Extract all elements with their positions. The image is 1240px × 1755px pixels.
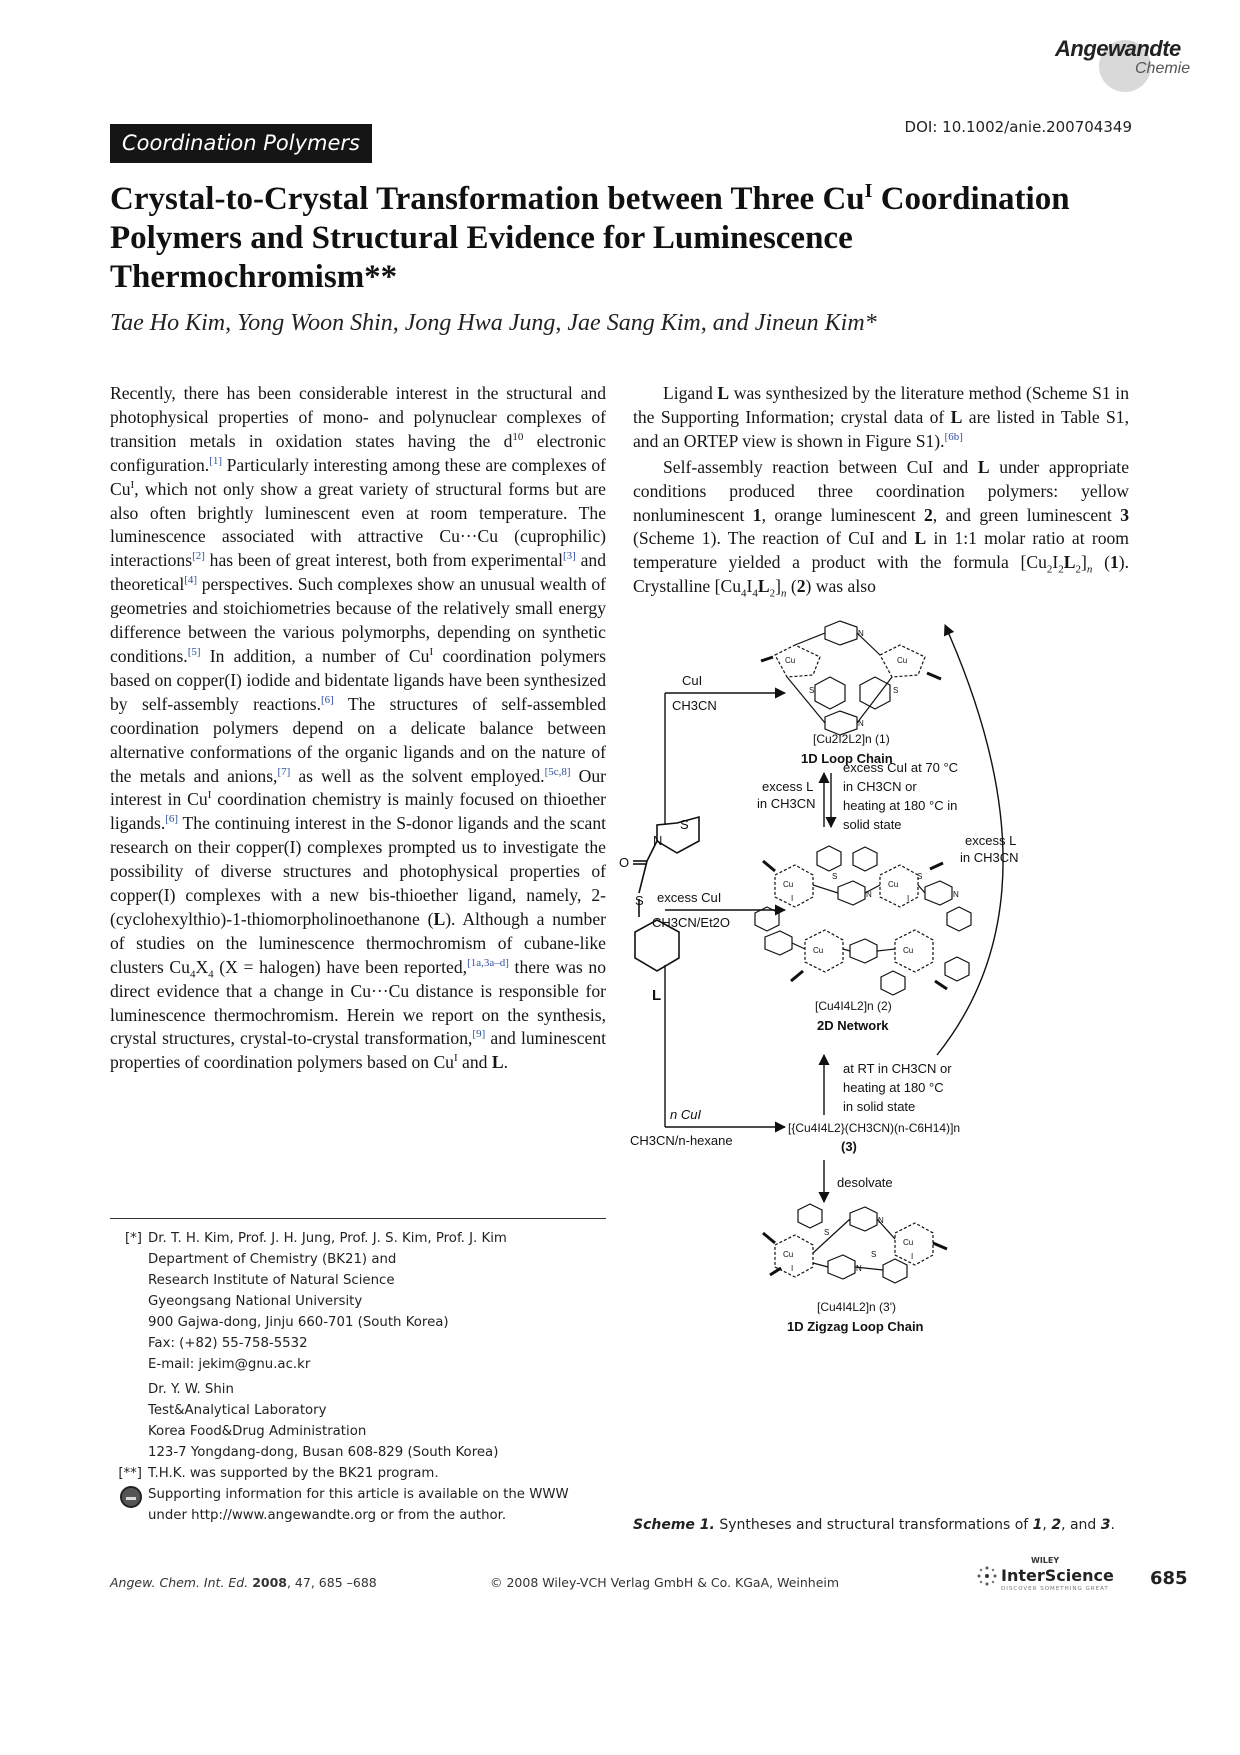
atom-cu: Cu — [903, 946, 914, 955]
footer-journal-year: 2008 — [252, 1575, 287, 1590]
atom-n: N — [858, 719, 864, 728]
product-2-structure — [755, 846, 971, 995]
atom-cu: Cu — [888, 880, 899, 889]
thiomorpholine-ring — [850, 939, 877, 963]
cyclohexyl-ring — [853, 847, 877, 871]
footnote-line: Fax: (+82) 55-758-5532 — [148, 1336, 308, 1351]
arrow-label: heating at 180 °C in — [843, 798, 958, 813]
thiomorpholine-ring — [765, 931, 792, 955]
atom-s: S — [809, 686, 815, 695]
atom-cu: Cu — [813, 946, 824, 955]
ligand-label: L — [652, 987, 662, 1004]
arrow-label: in CH3CN — [960, 850, 1019, 865]
atom-i: I — [791, 1264, 794, 1273]
thiomorpholine-ring — [850, 1207, 877, 1231]
footnote-mark: [**] — [118, 1466, 142, 1481]
atom-cu: Cu — [903, 1238, 914, 1247]
footnote-mark: [*] — [124, 1231, 142, 1246]
cu-cluster — [895, 930, 933, 972]
thiomorpholine-ring — [825, 621, 857, 645]
atom-i: I — [911, 1252, 914, 1261]
atom-n: N — [856, 1264, 862, 1273]
title-post: Coordination Polymers and Structural Evidence for Luminescence Thermochromism** — [110, 181, 1070, 295]
arrow-label: in solid state — [843, 1099, 916, 1114]
footnote-line: 900 Gajwa-dong, Jinju 660-701 (South Korea) — [148, 1315, 449, 1330]
article-title — [110, 180, 1140, 297]
atom-cu: Cu — [783, 880, 794, 889]
atom-s: S — [824, 1228, 830, 1237]
atom-s: S — [871, 1250, 877, 1259]
doi: DOI: 10.1002/anie.200704349 — [904, 118, 1132, 136]
atom-s: S — [893, 686, 899, 695]
scheme-caption-label: Scheme 1. — [633, 1517, 715, 1533]
condition-text: CuI — [682, 673, 703, 688]
condition-text: n CuI — [670, 1107, 702, 1122]
cyclohexyl-ring — [947, 907, 971, 931]
atom-cu: Cu — [897, 656, 908, 665]
cyclohexyl-ring — [883, 1259, 907, 1283]
title-pre: Crystal-to-Crystal Transformation between Three Cu — [110, 181, 865, 217]
atom-n: N — [866, 890, 872, 899]
footnote-supporting-info — [110, 1484, 620, 1526]
product-2-formula: [Cu4I4L2]n (2) — [815, 999, 892, 1013]
ligand-atom-s: S — [680, 817, 689, 832]
footnote-affiliation-2 — [110, 1379, 620, 1463]
atom-cu: Cu — [785, 656, 796, 665]
body-column-left — [110, 382, 606, 1075]
footnote-line: Gyeongsang National University — [148, 1294, 363, 1309]
atom-s: S — [832, 872, 838, 881]
scheme-1-figure — [619, 629, 1140, 1515]
scheme-caption-n3: 3 — [1100, 1517, 1111, 1533]
cyclohexyl-ring — [817, 846, 841, 871]
cyclohexyl-ring — [815, 677, 845, 709]
supporting-info-icon — [120, 1486, 142, 1508]
bond — [639, 861, 647, 893]
product-1-structure — [761, 621, 941, 735]
footer-citation — [110, 1575, 377, 1590]
atom-s: S — [917, 872, 923, 881]
product-2-name: 2D Network — [817, 1018, 889, 1033]
page-number: 685 — [1150, 1568, 1188, 1589]
atom-i: I — [907, 894, 910, 903]
condition-text: CH3CN — [672, 698, 717, 713]
cu-cluster — [775, 645, 820, 677]
thiomorpholine-ring — [828, 1255, 855, 1279]
scheme-caption — [633, 1517, 1143, 1533]
cu-cluster — [895, 1223, 933, 1265]
product-3prime-formula: [Cu4I4L2]n (3') — [817, 1300, 897, 1314]
product-1-name: 1D Loop Chain — [801, 751, 893, 766]
product-3-number: (3) — [841, 1139, 857, 1154]
footnote-line: 123-7 Yongdang-dong, Busan 608-829 (South Korea) — [148, 1445, 499, 1460]
interscience-dots-icon — [975, 1564, 999, 1588]
cu-cluster — [775, 1235, 813, 1277]
cu-cluster — [775, 865, 813, 907]
condition-text: CH3CN/Et2O — [652, 915, 731, 930]
footnote-funding-text: T.H.K. was supported by the BK21 program. — [148, 1466, 439, 1481]
ligand-atom-o: O — [619, 855, 630, 870]
footnote-rule — [110, 1218, 606, 1219]
scheme-caption-sep: , — [1042, 1517, 1047, 1533]
footer-journal-name: Angew. Chem. Int. Ed. — [110, 1575, 249, 1590]
footnote-email[interactable]: E-mail: jekim@gnu.ac.kr — [148, 1357, 311, 1372]
footnote-line: Korea Food&Drug Administration — [148, 1424, 367, 1439]
arrow-label: excess L — [965, 833, 1017, 848]
footer-copyright: © 2008 Wiley-VCH Verlag GmbH & Co. KGaA, Weinheim — [490, 1575, 840, 1590]
cyclohexyl-ring — [881, 971, 905, 995]
title-sup: I — [864, 180, 873, 202]
atom-cu: Cu — [783, 1250, 794, 1259]
logo-sub: Chemie — [1135, 60, 1191, 77]
condition-text: CH3CN/n-hexane — [630, 1133, 733, 1148]
section-tag: Coordination Polymers — [110, 124, 372, 163]
footnote-affiliation-1 — [110, 1228, 620, 1375]
arrow-label: excess L — [762, 779, 814, 794]
footnote-line: Dr. T. H. Kim, Prof. J. H. Jung, Prof. J. S. Kim, Prof. J. Kim — [148, 1231, 507, 1246]
interscience-logo[interactable] — [975, 1556, 1145, 1596]
condition-text: excess CuI — [657, 890, 722, 905]
cyclohexyl-ring — [860, 677, 890, 709]
arrow-label: excess CuI at 70 °C — [843, 760, 959, 775]
footnote-line: Test&Analytical Laboratory — [148, 1403, 327, 1418]
scheme-caption-n2: 2 — [1051, 1517, 1062, 1533]
footnotes — [110, 1228, 620, 1526]
journal-logo — [1035, 34, 1215, 94]
product-3prime-name: 1D Zigzag Loop Chain — [787, 1319, 924, 1334]
arrow-label: at RT in CH3CN or — [843, 1061, 952, 1076]
thiomorpholine-ring — [838, 881, 865, 905]
scheme-caption-n1: 1 — [1032, 1517, 1043, 1533]
footnote-line: Dr. Y. W. Shin — [148, 1382, 234, 1397]
arrow-label: desolvate — [837, 1175, 893, 1190]
footer-logo-tagline: DISCOVER SOMETHING GREAT — [1001, 1586, 1109, 1592]
footer-journal-rest: , 47, 685 –688 — [286, 1575, 377, 1590]
footnote-line: Research Institute of Natural Science — [148, 1273, 395, 1288]
footer-logo-text: InterScience — [1001, 1566, 1114, 1585]
thiomorpholine-ring — [657, 817, 699, 853]
cyclohexyl-ring — [798, 1204, 822, 1228]
product-3-formula: [{Cu4I4L2}(CH3CN)(n-C6H14)]n — [788, 1121, 961, 1135]
scheme-caption-end: . — [1110, 1517, 1115, 1533]
arrow-label: in CH3CN — [757, 796, 816, 811]
scheme-caption-and: , and — [1061, 1517, 1097, 1533]
ligand-atom-s: S — [635, 893, 644, 908]
body-column-right — [633, 382, 1129, 599]
paragraph: Recently, there has been considerable interest in the structural and photophysical properties of mono- and polynuclear complexes of transition metals in oxidation states having the $d^{10}$ electronic configuration.[1] Particularly interesting among these are complexes of $Cu^I$, which not only show a great variety of structural forms but are also often brightly luminescent even at room temperature. The luminescence associated with attractive Cu···Cu (cuprophilic) interactions[2] has been of great interest, both from experimental[3] and theoretical[4] perspectives. Such complexes show an unusual wealth of geometries and stoichiometries because of the relatively small energy difference between the various polymorphs, depending on synthetic conditions.[5] In addition, a number of $Cu^I$ coordination polymers based on copper(I) iodide and bidentate ligands have been synthesized by self-assembly reactions.[6] The structures of self-assembled coordination polymers depend on a delicate balance between alternative conformations of the organic ligands and on the nature of the metals and anions,[7] as well as the solvent employed.[5c,8] Our interest in $Cu^I$ coordination chemistry is mainly focused on thioether ligands.[6] The continuing interest in the S-donor ligands and the scant research on their copper(I) complexes prompted us to investigate the possibility of diverse structures and photophysical properties of copper(I) complexes with a new bis-thioether ligand, namely, 2-(cyclohexylthio)-1-thiomorpholinoethanone (L). Although a number of studies on the luminescence thermochromism of cubane-like clusters $Cu_4X_4$ (X = halogen) have been reported,[1a,3a–d] there was no direct evidence that a change in Cu···Cu distance is responsible for luminescence thermochromism. Herein we report on the synthesis, crystal structures, crystal-to-crystal transformation,[9] and luminescent properties of coordination polymers based on $Cu^I$ and L. — [110, 383, 607, 1073]
logo-main: Angewandte — [1055, 36, 1181, 61]
paragraph: Ligand L was synthesized by the literature method (Scheme S1 in the Supporting Information; crystal data of L are listed in Table S1, and an ORTEP view is shown in Figure S1).[6b] — [633, 383, 1129, 451]
cu-cluster — [880, 865, 918, 907]
arrow-label: heating at 180 °C — [843, 1080, 944, 1095]
scheme-caption-text: Syntheses and structural transformations of — [719, 1517, 1029, 1533]
footnote-line: Department of Chemistry (BK21) and — [148, 1252, 397, 1267]
footnote-line: Supporting information for this article is available on the WWW — [148, 1487, 569, 1502]
supporting-info-link[interactable]: under http://www.angewandte.org or from the author. — [148, 1508, 507, 1523]
atom-i: I — [791, 894, 794, 903]
atom-n: N — [953, 890, 959, 899]
footer-logo-pre: WILEY — [1031, 1556, 1060, 1565]
cu-cluster — [805, 930, 843, 972]
arrow-label: solid state — [843, 817, 902, 832]
footnote-funding — [110, 1463, 620, 1484]
atom-n: N — [878, 1216, 884, 1225]
paragraph: Self-assembly reaction between CuI and L under appropriate conditions produced three coordination polymers: yellow nonluminescent 1, orange luminescent 2, and green luminescent 3 (Scheme 1). The reaction of CuI and L in 1:1 molar ratio at room temperature yielded a product with the formula $[Cu_2I_2L_2]_n$ (1). Crystalline $[Cu_4I_4L_2]_n$ (2) was also — [633, 456, 1129, 600]
authors: Tae Ho Kim, Yong Woon Shin, Jong Hwa Jung, Jae Sang Kim, and Jineun Kim* — [110, 310, 877, 336]
thiomorpholine-ring — [925, 881, 952, 905]
cyclohexyl-ring — [945, 957, 969, 981]
arrow-label: in CH3CN or — [843, 779, 917, 794]
ligand-atom-n: N — [653, 833, 663, 848]
atom-n: N — [858, 629, 864, 638]
product-1-formula: [Cu2I2L2]n (1) — [813, 732, 890, 746]
